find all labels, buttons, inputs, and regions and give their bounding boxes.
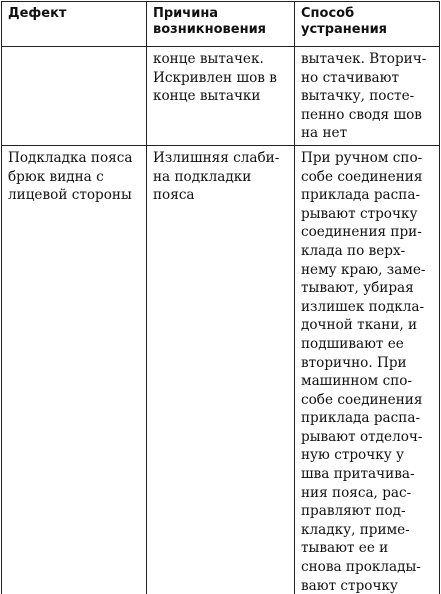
cell-defect (2, 47, 147, 146)
cell-text-line: на подкладки (153, 168, 252, 185)
cell-text-line: вают строчку (301, 577, 398, 594)
cell-text-line: тывают ее и (301, 540, 389, 557)
cell-text-line: излишек подкла- (301, 298, 425, 315)
cell-cause (147, 47, 295, 146)
cell-text-line: но стачивают (301, 69, 399, 86)
header-defect (2, 2, 147, 47)
cell-text-line: приклада распа- (301, 410, 421, 427)
cell-text-line: лицевой стороны (8, 187, 132, 204)
cell-text-line: подшивают ее (301, 335, 404, 352)
header-remedy-line: Способ (301, 6, 355, 21)
cell-text-line: снова проклады- (301, 559, 421, 576)
cell-remedy (295, 145, 440, 594)
cell-text-line: шва притачива- (301, 466, 415, 483)
cell-text-line: соединения при- (301, 224, 422, 241)
cell-text-line: кладку, приме- (301, 521, 410, 538)
header-cause (147, 2, 295, 47)
cell-text-line: пенно сводя шов (301, 106, 422, 123)
cell-text-line: пояса (153, 187, 195, 204)
cell-text-line: Излишняя слаби- (153, 149, 280, 166)
cell-text-line: конце вытачек. (153, 51, 264, 67)
cell-text-line: клада по верх- (301, 242, 406, 259)
defects-table (1, 1, 440, 594)
cell-cause (147, 145, 295, 594)
cell-text-line: конце вытачки (153, 88, 261, 105)
cell-remedy (295, 47, 440, 146)
cell-text-line: дочной ткани, и (301, 317, 418, 334)
cell-text-line: на нет (301, 125, 348, 142)
header-cause-line: возникновения (153, 22, 267, 37)
cell-text-line: вытачек. Вторич- (301, 51, 427, 67)
cell-text-line: машинном спо- (301, 373, 413, 390)
cell-text-line: собе соединения (301, 168, 423, 185)
cell-text-line: Подкладка пояса (8, 149, 133, 166)
cell-text-line: собе соединения (301, 391, 423, 408)
cell-text-line: тывают, убирая (301, 280, 414, 297)
table-row (2, 47, 440, 146)
cell-text-line: вторично. При (301, 354, 407, 371)
cell-text-line: При ручном спо- (301, 149, 423, 166)
cell-text-line: приклада распа- (301, 187, 421, 204)
table-header-row (2, 2, 440, 47)
cell-text-line: брюк видна с (8, 168, 104, 185)
cell-defect (2, 145, 147, 594)
cell-text-line: ния пояса, рас- (301, 484, 412, 501)
cell-text-line: рывают отделоч- (301, 428, 423, 445)
cell-text-line: вытачку, посте- (301, 88, 415, 105)
cell-text-line: правляют под- (301, 503, 406, 520)
header-defect-line: Дефект (8, 6, 67, 21)
table-row (2, 145, 440, 594)
header-cause-line: Причина (153, 6, 219, 21)
cell-text-line: Искривлен шов в (153, 69, 277, 86)
header-remedy-line: устранения (301, 22, 388, 37)
cell-text-line: рывают строчку (301, 205, 418, 222)
header-remedy (295, 2, 440, 47)
cell-text-line: нему краю, заме- (301, 261, 426, 278)
cell-text-line: ную строчку у (301, 447, 405, 464)
